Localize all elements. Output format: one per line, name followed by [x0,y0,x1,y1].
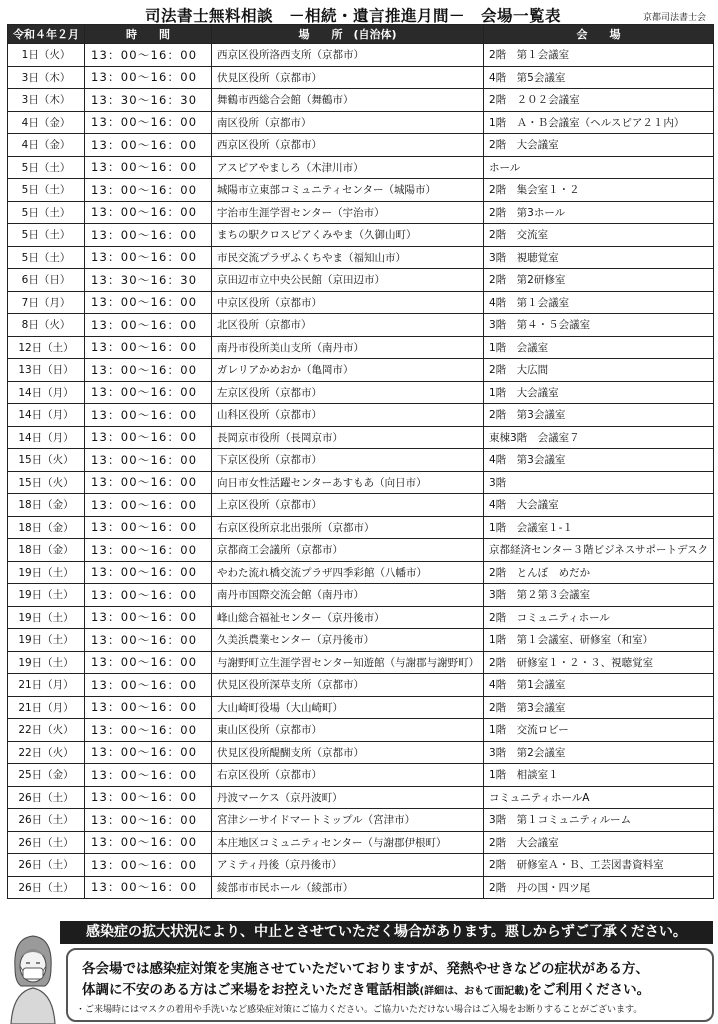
row-venue: 2階 大会議室 [484,134,714,157]
row-venue: 1階 会議室１-１ [484,516,714,539]
row-time: 13：00～16：00 [85,719,212,742]
row-time: 13：00～16：00 [85,516,212,539]
table-row [8,831,714,854]
row-time: 13：00～16：00 [85,606,212,629]
row-place: 西京区役所洛西支所（京都市） [212,44,484,67]
row-time: 13：00～16：00 [85,314,212,337]
table-row [8,741,714,764]
row-date: 5日（土） [8,224,85,247]
row-venue: 3階 第４・５会議室 [484,314,714,337]
row-time: 13：00～16：00 [85,201,212,224]
row-place: 京都商工会議所（京都市） [212,539,484,562]
table-row [8,426,714,449]
row-time: 13：00～16：00 [85,561,212,584]
masked-person-illustration [5,928,61,1024]
row-place: ガレリアかめおか（亀岡市） [212,359,484,382]
row-venue: 3階 第2会議室 [484,741,714,764]
row-venue: 2階 第１会議室 [484,44,714,67]
row-venue: 1階 交流ロビー [484,719,714,742]
row-place: 東山区役所（京都市） [212,719,484,742]
table-row [8,449,714,472]
table-row [8,291,714,314]
row-venue: 京都経済センター３階ビジネスサポートデスク [484,539,714,562]
row-place: 向日市女性活躍センターあすもあ（向日市） [212,471,484,494]
row-time: 13：00～16：00 [85,696,212,719]
table-row [8,134,714,157]
row-time: 13：00～16：00 [85,291,212,314]
row-time: 13：00～16：00 [85,156,212,179]
row-date: 19日（土） [8,629,85,652]
row-date: 4日（金） [8,111,85,134]
table-row [8,651,714,674]
info-line-2 [82,978,650,998]
row-place: 舞鶴市西総合会館（舞鶴市） [212,89,484,112]
page-title: 司法書士無料相談 －相続・遺言推進月間－ 会場一覧表 [145,7,562,25]
table-row [8,696,714,719]
cancellation-notice-banner: 感染症の拡大状況により、中止とさせていただく場合があります。悪しからずご了承ください。 [60,921,713,944]
table-header-row [8,25,714,44]
table-row [8,269,714,292]
row-date: 14日（月） [8,404,85,427]
row-time: 13：00～16：00 [85,876,212,899]
row-venue: 1階 Ａ・Ｂ会議室（ヘルスピア２１内） [484,111,714,134]
row-place: 伏見区役所深草支所（京都市） [212,674,484,697]
table-row [8,381,714,404]
row-time: 13：00～16：00 [85,741,212,764]
row-date: 18日（金） [8,539,85,562]
row-venue: 2階 第2研修室 [484,269,714,292]
column-header-date: 令和４年２月 [8,25,85,44]
row-venue: 3階 第１コミュニティルーム [484,809,714,832]
table-row [8,314,714,337]
row-date: 26日（土） [8,854,85,877]
row-time: 13：00～16：00 [85,539,212,562]
row-place: 南丹市役所美山支所（南丹市） [212,336,484,359]
row-time: 13：30～16：30 [85,89,212,112]
organization-name: 京都司法書士会 [642,13,706,23]
row-time: 13：00～16：00 [85,224,212,247]
row-time: 13：00～16：00 [85,336,212,359]
table-row [8,111,714,134]
row-place: 宇治市生涯学習センター（宇治市） [212,201,484,224]
table-row [8,854,714,877]
row-time: 13：00～16：00 [85,629,212,652]
page-header [0,2,718,24]
row-venue: 2階 交流室 [484,224,714,247]
row-date: 5日（土） [8,156,85,179]
row-place: 中京区役所（京都市） [212,291,484,314]
row-time: 13：00～16：00 [85,111,212,134]
table-row [8,876,714,899]
row-date: 26日（土） [8,831,85,854]
row-time: 13：00～16：00 [85,674,212,697]
row-date: 13日（日） [8,359,85,382]
row-place: 峰山総合福祉センター（京丹後市） [212,606,484,629]
row-date: 8日（火） [8,314,85,337]
row-venue: 2階 集会室１・２ [484,179,714,202]
row-place: 左京区役所（京都市） [212,381,484,404]
row-venue: 2階 とんぼ めだか [484,561,714,584]
row-venue: 3階 視聴覚室 [484,246,714,269]
row-date: 1日（火） [8,44,85,67]
row-venue: 東棟3階 会議室７ [484,426,714,449]
table-row [8,179,714,202]
row-venue: 3階 第２第３会議室 [484,584,714,607]
row-place: 下京区役所（京都市） [212,449,484,472]
table-row [8,719,714,742]
info-line-2-note: (詳細は、おもて面記載) [419,986,529,997]
row-venue: 2階 第3会議室 [484,404,714,427]
table-row [8,471,714,494]
row-place: アスピアやましろ（木津川市） [212,156,484,179]
row-venue: 1階 相談室１ [484,764,714,787]
row-venue: 2階 第3会議室 [484,696,714,719]
row-place: やわた流れ橋交流プラザ四季彩館（八幡市） [212,561,484,584]
row-date: 5日（土） [8,246,85,269]
row-date: 14日（月） [8,381,85,404]
row-place: 城陽市立東部コミュニティセンター（城陽市） [212,179,484,202]
row-place: 山科区役所（京都市） [212,404,484,427]
row-place: 南丹市国際交流会館（南丹市） [212,584,484,607]
row-venue: 1階 第１会議室、研修室（和室） [484,629,714,652]
table-row [8,156,714,179]
row-date: 22日（火） [8,719,85,742]
row-place: 右京区役所京北出張所（京都市） [212,516,484,539]
row-venue: 1階 大会議室 [484,381,714,404]
row-time: 13：00～16：00 [85,854,212,877]
table-row [8,764,714,787]
row-date: 18日（金） [8,494,85,517]
row-time: 13：00～16：00 [85,426,212,449]
table-row [8,539,714,562]
row-place: 伏見区役所（京都市） [212,66,484,89]
row-time: 13：00～16：00 [85,359,212,382]
row-place: 右京区役所（京都市） [212,764,484,787]
row-time: 13：00～16：00 [85,449,212,472]
row-date: 15日（火） [8,449,85,472]
table-body [8,44,714,899]
row-venue: 4階 大会議室 [484,494,714,517]
info-line-1: 各会場では感染症対策を実施させていただいておりますが、発熱やせきなどの症状がある方、 [82,961,649,977]
row-venue: 4階 第１会議室 [484,291,714,314]
row-place: アミティ丹後（京丹後市） [212,854,484,877]
row-venue: 2階 研修室１・２・３、視聴覚室 [484,651,714,674]
venue-schedule-table [7,24,714,899]
row-place: まちの駅クロスピアくみやま（久御山町） [212,224,484,247]
row-time: 13：30～16：30 [85,269,212,292]
table-row [8,336,714,359]
row-date: 19日（土） [8,651,85,674]
table-row [8,359,714,382]
table-row [8,516,714,539]
table-row [8,201,714,224]
row-venue: 2階 コミュニティホール [484,606,714,629]
row-date: 26日（土） [8,809,85,832]
row-place: 丹波マーケス（京丹波町） [212,786,484,809]
row-place: 市民交流プラザふくちやま（福知山市） [212,246,484,269]
row-venue: ホール [484,156,714,179]
row-date: 12日（土） [8,336,85,359]
row-time: 13：00～16：00 [85,809,212,832]
table-row [8,674,714,697]
row-date: 19日（土） [8,584,85,607]
table-row [8,584,714,607]
row-place: 宮津シーサイドマートミップル（宮津市） [212,809,484,832]
table-row [8,404,714,427]
info-line-3: ・ご来場時にはマスクの着用や手洗いなど感染症対策にご協力ください。ご協力いただけない場合はご入場をお断りすることがございます。 [76,1005,643,1015]
row-time: 13：00～16：00 [85,786,212,809]
row-place: 京田辺市立中央公民館（京田辺市） [212,269,484,292]
row-time: 13：00～16：00 [85,44,212,67]
row-place: 大山崎町役場（大山崎町） [212,696,484,719]
row-date: 5日（土） [8,179,85,202]
row-place: 長岡京市役所（長岡京市） [212,426,484,449]
row-time: 13：00～16：00 [85,651,212,674]
row-time: 13：00～16：00 [85,764,212,787]
row-date: 7日（月） [8,291,85,314]
row-date: 25日（金） [8,764,85,787]
row-time: 13：00～16：00 [85,179,212,202]
column-header-time: 時 間 [85,25,212,44]
row-place: 北区役所（京都市） [212,314,484,337]
table-row [8,494,714,517]
table-row [8,44,714,67]
row-place: 久美浜農業センター（京丹後市） [212,629,484,652]
row-time: 13：00～16：00 [85,134,212,157]
row-date: 14日（月） [8,426,85,449]
row-date: 21日（月） [8,674,85,697]
row-venue: 2階 ２０２会議室 [484,89,714,112]
row-venue: 4階 第3会議室 [484,449,714,472]
row-time: 13：00～16：00 [85,831,212,854]
row-time: 13：00～16：00 [85,381,212,404]
row-venue: 2階 丹の国・四ツ尾 [484,876,714,899]
row-venue: 3階 [484,471,714,494]
row-venue: 2階 大会議室 [484,831,714,854]
row-date: 26日（土） [8,876,85,899]
row-time: 13：00～16：00 [85,246,212,269]
row-time: 13：00～16：00 [85,584,212,607]
column-header-place: 場 所 (自治体) [212,25,484,44]
row-time: 13：00～16：00 [85,404,212,427]
row-date: 15日（火） [8,471,85,494]
row-date: 19日（土） [8,561,85,584]
row-place: 綾部市市民ホール（綾部市） [212,876,484,899]
row-time: 13：00～16：00 [85,471,212,494]
row-date: 3日（木） [8,66,85,89]
table-row [8,89,714,112]
table-row [8,786,714,809]
row-place: 南区役所（京都市） [212,111,484,134]
row-place: 上京区役所（京都市） [212,494,484,517]
row-place: 与謝野町立生涯学習センター知遊館（与謝郡与謝野町） [212,651,484,674]
column-header-venue: 会 場 [484,25,714,44]
table-row [8,629,714,652]
row-date: 22日（火） [8,741,85,764]
row-venue: 4階 第1会議室 [484,674,714,697]
infection-control-info-box [66,948,714,1022]
row-venue: 2階 大広間 [484,359,714,382]
table-row [8,606,714,629]
row-venue: 2階 研修室Ａ・Ｂ、工芸図書資料室 [484,854,714,877]
row-date: 26日（土） [8,786,85,809]
table-row [8,561,714,584]
row-venue: 4階 第5会議室 [484,66,714,89]
row-venue: 1階 会議室 [484,336,714,359]
table-row [8,809,714,832]
row-date: 6日（日） [8,269,85,292]
row-time: 13：00～16：00 [85,66,212,89]
row-date: 18日（金） [8,516,85,539]
row-place: 伏見区役所醍醐支所（京都市） [212,741,484,764]
table-row [8,224,714,247]
row-date: 19日（土） [8,606,85,629]
row-date: 5日（土） [8,201,85,224]
table-row [8,246,714,269]
row-venue: 2階 第3ホール [484,201,714,224]
row-venue: コミュニティホールA [484,786,714,809]
info-line-2-main: 体調に不安のある方はご来場をお控えいただき電話相談 [82,982,420,998]
row-date: 4日（金） [8,134,85,157]
table-row [8,66,714,89]
info-line-2-end: をご利用ください。 [528,982,651,998]
row-time: 13：00～16：00 [85,494,212,517]
row-place: 西京区役所（京都市） [212,134,484,157]
row-date: 21日（月） [8,696,85,719]
row-date: 3日（木） [8,89,85,112]
row-place: 本庄地区コミュニティセンター（与謝郡伊根町） [212,831,484,854]
